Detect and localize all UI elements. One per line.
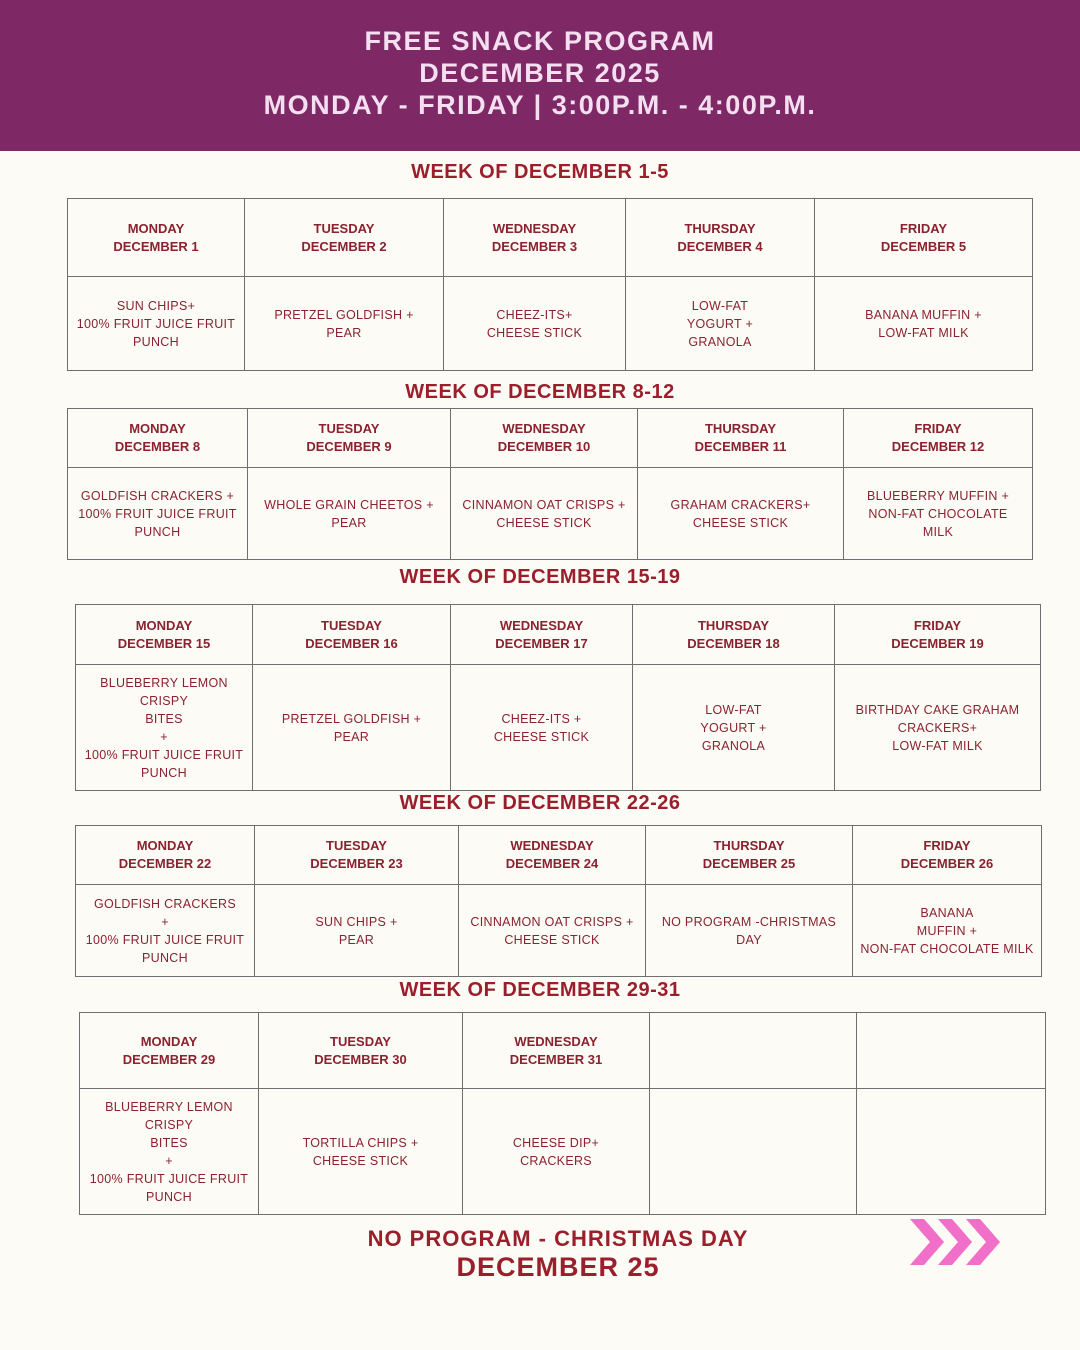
snack-item: BANANA MUFFIN + LOW-FAT MILK: [865, 307, 982, 340]
snack-row: [68, 468, 1033, 560]
snack-cell: [646, 885, 853, 977]
snack-item: GOLDFISH CRACKERS + 100% FRUIT JUICE FRUIT PUNCH: [85, 896, 245, 965]
snack-cell: [76, 885, 255, 977]
snack-cell: [68, 468, 248, 560]
day-name: WEDNESDAY: [514, 1033, 598, 1049]
day-name: WEDNESDAY: [492, 220, 577, 236]
day-date: DECEMBER 23: [310, 856, 403, 871]
day-name: MONDAY: [127, 220, 185, 236]
snack-item: SUN CHIPS + PEAR: [315, 914, 398, 947]
day-name: WEDNESDAY: [499, 617, 584, 633]
snack-cell: [451, 468, 638, 560]
snack-cell: [633, 665, 835, 791]
day-date: DECEMBER 17: [495, 635, 588, 651]
day-name: THURSDAY: [697, 617, 770, 633]
day-header-cell: [68, 409, 248, 468]
snack-item: SUN CHIPS+ 100% FRUIT JUICE FRUIT PUNCH: [76, 298, 236, 349]
snack-item: CHEESE DIP+ CRACKERS: [512, 1135, 600, 1168]
day-date: DECEMBER 3: [491, 238, 578, 254]
day-date: DECEMBER 5: [880, 238, 967, 254]
day-date: DECEMBER 9: [306, 439, 392, 454]
week-title: WEEK OF DECEMBER 8-12: [405, 381, 675, 403]
triple-chevron-right-icon: [910, 1219, 1002, 1265]
day-name: FRIDAY: [923, 838, 971, 853]
snack-row: [80, 1089, 1046, 1215]
snack-cell: [815, 277, 1033, 371]
week-table: [79, 1012, 1046, 1215]
snack-cell: [259, 1089, 463, 1215]
day-name: WEDNESDAY: [502, 421, 586, 436]
day-date: DECEMBER 2: [301, 238, 387, 254]
snack-cell: [76, 665, 253, 791]
day-name: TUESDAY: [326, 838, 387, 853]
day-header-cell: [633, 605, 835, 665]
snack-row: [68, 277, 1033, 371]
day-date: DECEMBER 11: [694, 439, 787, 454]
snack-item: CINNAMON OAT CRISPS + CHEESE STICK: [470, 914, 634, 947]
snack-item: GOLDFISH CRACKERS + 100% FRUIT JUICE FRUIT PUNCH: [78, 488, 237, 539]
snack-item: WHOLE GRAIN CHEETOS + PEAR: [264, 497, 434, 530]
day-header-cell: [815, 199, 1033, 277]
snack-item: CHEEZ-ITS + CHEESE STICK: [493, 711, 590, 744]
day-header-cell: [463, 1013, 650, 1089]
snack-item: BLUEBERRY LEMON CRISPY BITES + 100% FRUIT JUICE FRUIT PUNCH: [89, 1099, 249, 1204]
day-header-cell: [444, 199, 626, 277]
day-header-row: [76, 826, 1042, 885]
week-title: WEEK OF DECEMBER 22-26: [399, 792, 681, 814]
day-date: DECEMBER 12: [891, 439, 985, 454]
day-name: MONDAY: [136, 838, 194, 853]
day-header-cell: [835, 605, 1041, 665]
snack-cell: [844, 468, 1033, 560]
day-date: DECEMBER 31: [509, 1051, 603, 1067]
week-title: WEEK OF DECEMBER 1-5: [411, 161, 669, 183]
snack-item: GRAHAM CRACKERS+ CHEESE STICK: [670, 497, 811, 530]
day-header-row: [68, 409, 1033, 468]
day-name: THURSDAY: [684, 220, 756, 236]
snack-row: [76, 885, 1042, 977]
week-table: [75, 825, 1042, 977]
snack-item: CHEEZ-ITS+ CHEESE STICK: [486, 307, 583, 340]
program-title: FREE SNACK PROGRAM: [364, 26, 716, 56]
day-header-cell: [451, 605, 633, 665]
day-date: DECEMBER 8: [114, 439, 201, 454]
day-date: DECEMBER 18: [687, 635, 780, 651]
snack-cell: [245, 277, 444, 371]
snack-cell: [463, 1089, 650, 1215]
day-name: THURSDAY: [713, 838, 785, 853]
day-header-cell: [259, 1013, 463, 1089]
snack-cell: [80, 1089, 259, 1215]
day-date: DECEMBER 25: [702, 856, 796, 871]
day-header-row: [68, 199, 1033, 277]
day-name: FRIDAY: [913, 617, 962, 633]
day-header-row: [76, 605, 1041, 665]
day-date: DECEMBER 4: [677, 238, 763, 254]
day-date: DECEMBER 24: [505, 856, 599, 871]
day-name: TUESDAY: [318, 421, 380, 436]
day-name: TUESDAY: [313, 220, 375, 236]
day-date: DECEMBER 30: [314, 1051, 407, 1067]
day-name: MONDAY: [135, 617, 193, 633]
week-title: WEEK OF DECEMBER 29-31: [399, 979, 681, 1001]
day-header-cell: [646, 826, 853, 885]
snack-item: BLUEBERRY MUFFIN + NON-FAT CHOCOLATE MILK: [866, 488, 1010, 539]
closure-date: DECEMBER 25: [456, 1252, 660, 1282]
day-date: DECEMBER 16: [305, 635, 398, 651]
day-header-cell: [80, 1013, 259, 1089]
week-table: [67, 198, 1033, 371]
week-table: [67, 408, 1033, 560]
snack-cell: [853, 885, 1042, 977]
snack-row: [76, 665, 1041, 791]
snack-cell: [638, 468, 844, 560]
snack-item: TORTILLA CHIPS + CHEESE STICK: [302, 1135, 419, 1168]
day-date: DECEMBER 29: [122, 1051, 216, 1067]
day-header-cell: [626, 199, 815, 277]
day-date: DECEMBER 19: [891, 635, 984, 651]
snack-cell: [451, 665, 633, 791]
day-name: THURSDAY: [704, 421, 777, 436]
snack-item: LOW-FAT YOGURT + GRANOLA: [700, 702, 767, 753]
snack-cell: [835, 665, 1041, 791]
day-name: MONDAY: [129, 421, 186, 436]
day-date: DECEMBER 1: [113, 238, 199, 254]
snack-item: NO PROGRAM -CHRISTMAS DAY: [661, 914, 837, 947]
snack-item: PRETZEL GOLDFISH + PEAR: [274, 307, 414, 340]
week-title: WEEK OF DECEMBER 15-19: [399, 566, 681, 588]
snack-cell: [68, 277, 245, 371]
day-header-cell: [857, 1013, 1046, 1089]
day-header-cell: [253, 605, 451, 665]
snack-item: BIRTHDAY CAKE GRAHAM CRACKERS+ LOW-FAT MILK: [855, 702, 1020, 753]
day-header-cell: [255, 826, 459, 885]
day-date: DECEMBER 10: [497, 439, 591, 454]
program-schedule: MONDAY - FRIDAY | 3:00P.M. - 4:00P.M.: [263, 90, 817, 120]
snack-item: CINNAMON OAT CRISPS + CHEESE STICK: [462, 497, 626, 530]
day-header-cell: [650, 1013, 857, 1089]
day-header-cell: [451, 409, 638, 468]
snack-cell: [650, 1089, 857, 1215]
snack-item: LOW-FAT YOGURT + GRANOLA: [686, 298, 754, 349]
snack-cell: [444, 277, 626, 371]
snack-cell: [459, 885, 646, 977]
day-name: TUESDAY: [330, 1033, 391, 1049]
snack-item: PRETZEL GOLDFISH + PEAR: [281, 711, 422, 744]
snack-cell: [248, 468, 451, 560]
day-name: MONDAY: [140, 1033, 198, 1049]
snack-cell: [857, 1089, 1046, 1215]
day-date: DECEMBER 26: [900, 856, 994, 871]
day-name: FRIDAY: [914, 421, 962, 436]
snack-cell: [255, 885, 459, 977]
snack-cell: [626, 277, 815, 371]
day-header-cell: [245, 199, 444, 277]
day-header-cell: [68, 199, 245, 277]
day-header-cell: [459, 826, 646, 885]
day-header-cell: [76, 605, 253, 665]
snack-item: BANANA MUFFIN + NON-FAT CHOCOLATE MILK: [860, 905, 1034, 956]
snack-cell: [253, 665, 451, 791]
day-header-cell: [844, 409, 1033, 468]
snack-item: BLUEBERRY LEMON CRISPY BITES + 100% FRUIT JUICE FRUIT PUNCH: [84, 675, 244, 780]
day-header-cell: [76, 826, 255, 885]
day-date: DECEMBER 22: [118, 856, 212, 871]
day-name: TUESDAY: [321, 617, 382, 633]
page-header: [0, 0, 1080, 151]
day-date: DECEMBER 15: [117, 635, 211, 651]
week-table: [75, 604, 1041, 791]
day-header-cell: [248, 409, 451, 468]
day-name: WEDNESDAY: [510, 838, 594, 853]
program-month: DECEMBER 2025: [419, 58, 661, 88]
day-header-row: [80, 1013, 1046, 1089]
day-name: FRIDAY: [899, 220, 948, 236]
closure-notice: NO PROGRAM - CHRISTMAS DAY: [367, 1226, 749, 1251]
day-header-cell: [638, 409, 844, 468]
day-header-cell: [853, 826, 1042, 885]
